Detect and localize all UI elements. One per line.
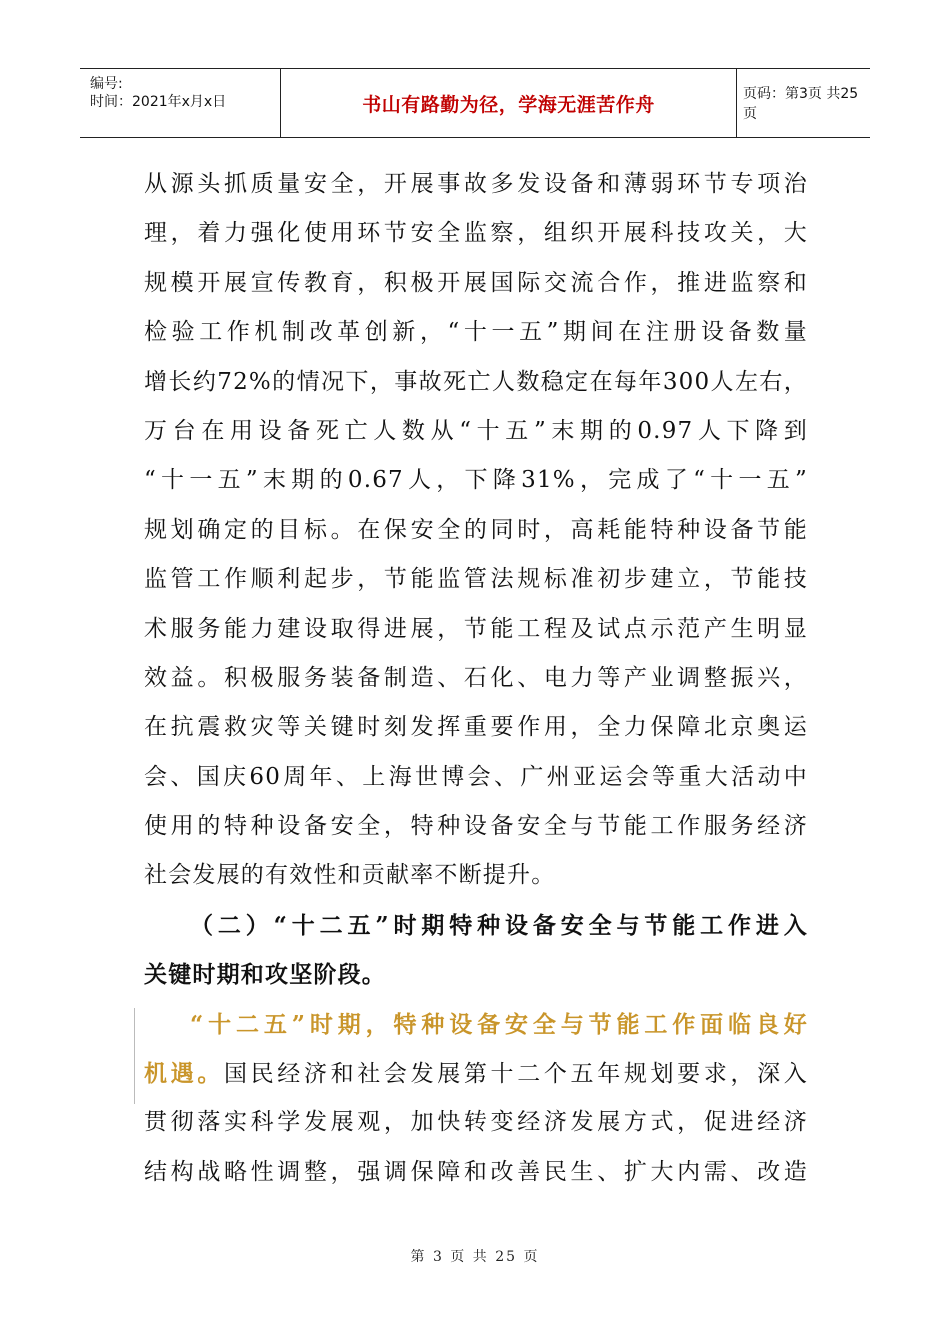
header-motto-cell [280,69,737,137]
paragraph-text: 国民经济和社会发展第十二个五年规划要求，深入 [223,1061,808,1088]
document-time-label: 时间：2021年x月x日 [90,94,227,110]
header-motto: 书山有路勤为径，学海无涯苦作舟 [362,93,655,116]
header-meta-cell [80,69,280,137]
section-heading-line: （二）“十二五”时期特种设备安全与节能工作进入 [190,911,808,939]
paragraph-line: “十一五”末期的0.67人，下降31%，完成了“十一五” [144,467,808,494]
paragraph-line: 从源头抓质量安全，开展事故多发设备和薄弱环节专项治 [144,171,808,197]
page-footer: 第 3 页 共 25 页 [410,1249,540,1265]
paragraph-line: 监管工作顺利起步，节能监管法规标准初步建立，节能技 [144,566,808,593]
paragraph-line: 万台在用设备死亡人数从“十五”末期的0.97人下降到 [144,417,808,444]
paragraph-line [144,1049,808,1098]
paragraph-line: 会、国庆60周年、上海世博会、广州亚运会等重大活动中 [144,763,808,790]
highlight-sentence-end: 机遇。 [144,1060,224,1088]
paragraph-line: 使用的特种设备安全，特种设备安全与节能工作服务经济 [144,813,808,840]
paragraph-line: 结构战略性调整，强调保障和改善民生、扩大内需、改造 [144,1158,808,1185]
paragraph-line: 检验工作机制改革创新，“十一五”期间在注册设备数量 [144,319,808,346]
margin-change-bar [134,1008,135,1104]
document-number-label: 编号: [90,76,123,92]
paragraph-line: 贯彻落实科学发展观，加快转变经济发展方式，促进经济 [144,1109,808,1136]
paragraph-line: 术服务能力建设取得进展，节能工程及试点示范产生明显 [144,615,808,642]
paragraph-line: 社会发展的有效性和贡献率不断提升。 [144,862,556,889]
paragraph-line: 规划确定的目标。在保安全的同时，高耗能特种设备节能 [144,516,808,543]
paragraph-line: 理，着力强化使用环节安全监察，组织开展科技攻关，大 [144,220,808,247]
header-page-info: 页码：第3页 共25页 [743,86,859,122]
document-header [80,68,870,138]
header-page-cell [737,69,870,137]
paragraph-line: 规模开展宣传教育，积极开展国际交流合作，推进监察和 [144,269,808,296]
highlight-sentence-line: “十二五”时期，特种设备安全与节能工作面临良好 [190,1010,808,1038]
paragraph-line: 增长约72%的情况下，事故死亡人数稳定在每年300人左右， [144,368,808,395]
paragraph-line: 效益。积极服务装备制造、石化、电力等产业调整振兴， [144,664,808,691]
section-heading-line: 关键时期和攻坚阶段。 [144,961,386,989]
document-body [144,160,808,1197]
paragraph-line: 在抗震救灾等关键时刻发挥重要作用，全力保障北京奥运 [144,714,808,741]
